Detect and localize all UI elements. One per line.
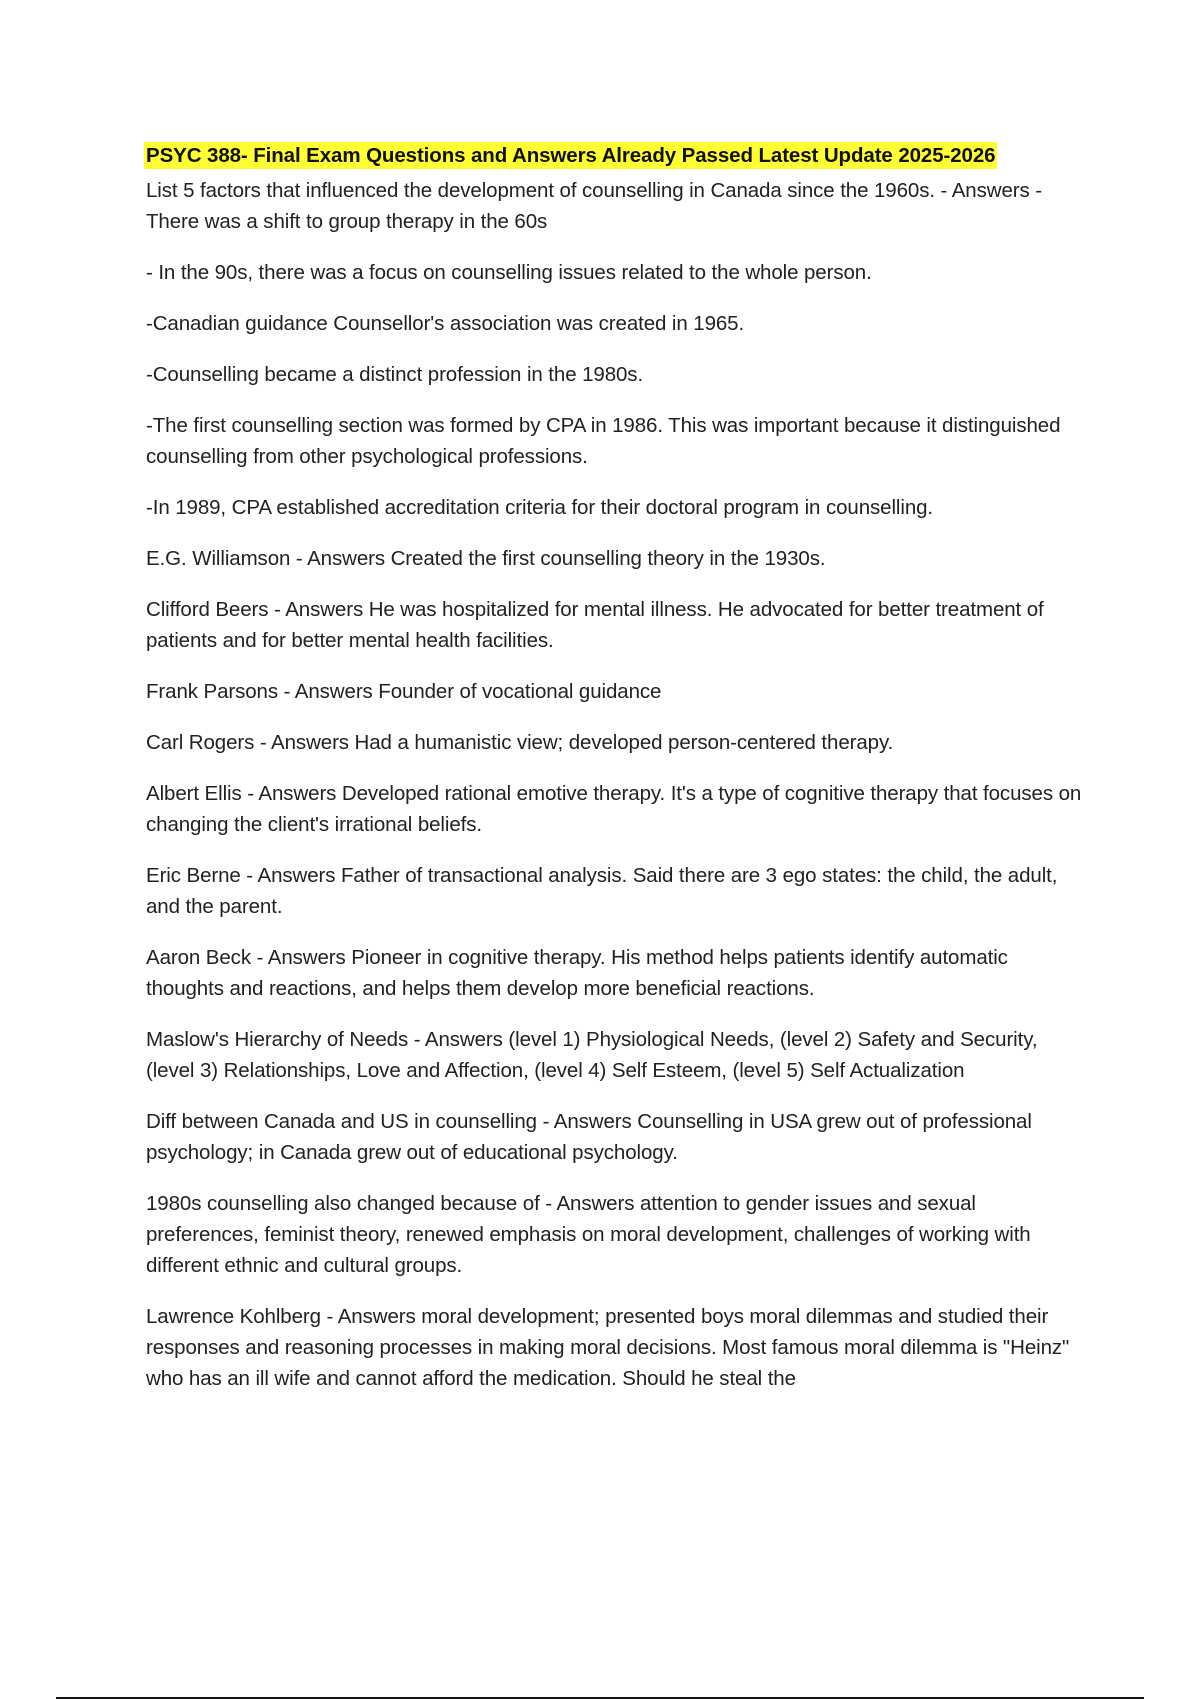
qa-paragraph: List 5 factors that influenced the development of counselling in Canada since the 1960s. - Answers - There was a shift to group therapy in the 60s (146, 179, 1042, 233)
qa-paragraph: Carl Rogers - Answers Had a humanistic view; developed person-centered therapy. (146, 731, 894, 754)
qa-paragraph: Diff between Canada and US in counselling - Answers Counselling in USA grew out of professional psychology; in Canada grew out of educational psychology. (146, 1110, 1032, 1164)
qa-paragraph: Frank Parsons - Answers Founder of vocational guidance (146, 680, 662, 703)
qa-paragraph: Aaron Beck - Answers Pioneer in cognitive therapy. His method helps patients identify automatic thoughts and reactions, and helps them develop more beneficial reactions. (146, 946, 1008, 1000)
qa-paragraph: 1980s counselling also changed because of - Answers attention to gender issues and sexual preferences, feminist theory, renewed emphasis on moral development, challenges of working with different ethnic and cultural groups. (146, 1192, 1031, 1277)
qa-paragraph: -Counselling became a distinct profession in the 1980s. (146, 363, 644, 386)
qa-paragraph: Clifford Beers - Answers He was hospitalized for mental illness. He advocated for better treatment of patients and for better mental health facilities. (146, 598, 1044, 652)
qa-paragraph: - In the 90s, there was a focus on counselling issues related to the whole person. (146, 261, 872, 284)
document-title: PSYC 388- Final Exam Questions and Answers Already Passed Latest Update 2025-2026 (146, 144, 996, 167)
qa-paragraph: -The first counselling section was formed by CPA in 1986. This was important because it distinguished counselling from other psychological professions. (146, 414, 1061, 468)
qa-paragraph: Eric Berne - Answers Father of transactional analysis. Said there are 3 ego states: the child, the adult, and the parent. (146, 864, 1058, 918)
qa-paragraph: Lawrence Kohlberg - Answers moral development; presented boys moral dilemmas and studied their responses and reasoning processes in making moral decisions. Most famous moral dilemma is "Heinz" who has an ill wife and cannot afford the medication. Should he steal the (146, 1305, 1070, 1390)
document-page (146, 142, 1086, 1414)
qa-paragraph: E.G. Williamson - Answers Created the first counselling theory in the 1930s. (146, 547, 826, 570)
page-bottom-rule (56, 1697, 1144, 1699)
qa-paragraph: Maslow's Hierarchy of Needs - Answers (level 1) Physiological Needs, (level 2) Safety and Security, (level 3) Relationships, Love and Affection, (level 4) Self Esteem, (level 5) Self Actualization (146, 1028, 1038, 1082)
qa-paragraph: Albert Ellis - Answers Developed rational emotive therapy. It's a type of cognitive therapy that focuses on changing the client's irrational beliefs. (146, 782, 1082, 836)
qa-paragraph: -In 1989, CPA established accreditation criteria for their doctoral program in counselling. (146, 496, 934, 519)
qa-paragraph: -Canadian guidance Counsellor's association was created in 1965. (146, 312, 745, 335)
